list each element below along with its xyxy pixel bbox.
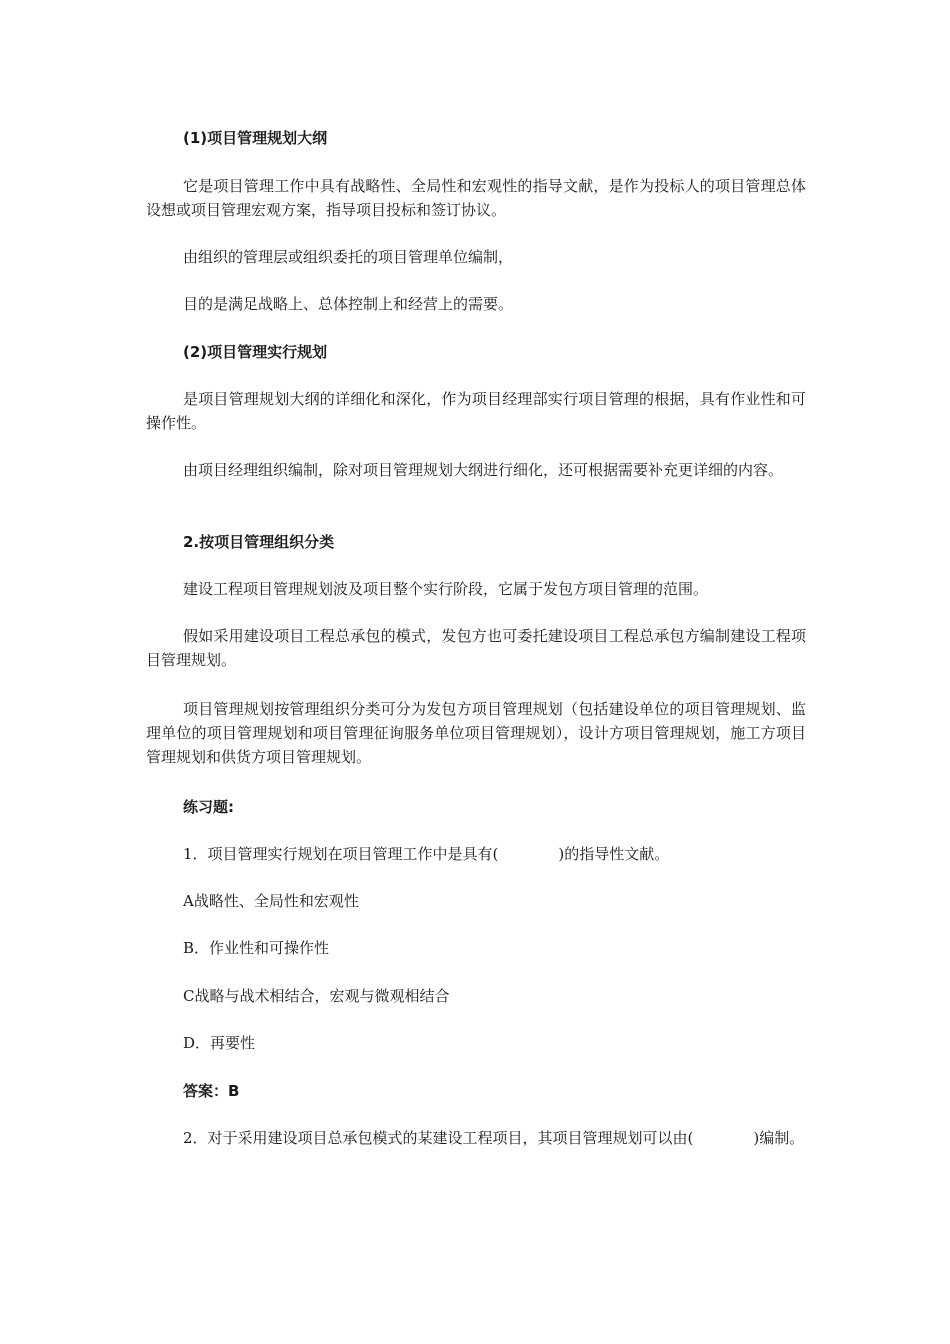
question-1-stem: 1．项目管理实行规划在项目管理工作中是具有( )的指导性文献。 <box>183 845 670 863</box>
exercises-heading: 练习题: <box>183 798 234 816</box>
outline-definition-paragraph: 它是项目管理工作中具有战略性、全局性和宏观性的指导文献，是作为投标人的项目管理总体设想或项目管理宏观方案，指导项目投标和签订协议。 <box>146 177 806 219</box>
organization-epc-paragraph: 假如采用建设项目工程总承包的模式，发包方也可委托建设项目工程总承包方编制建设工程项目管理规划。 <box>146 627 806 669</box>
question-1-answer: 答案：B <box>183 1082 240 1100</box>
outline-author-paragraph: 由组织的管理层或组织委托的项目管理单位编制， <box>183 248 514 266</box>
section-heading-implementation: (2)项目管理实行规划 <box>183 343 328 361</box>
outline-purpose-paragraph: 目的是满足战略上、总体控制上和经营上的需要。 <box>183 295 514 313</box>
question-1-option-b: B．作业性和可操作性 <box>183 939 330 957</box>
implementation-definition-paragraph: 是项目管理规划大纲的详细化和深化，作为项目经理部实行项目管理的根据，具有作业性和可操作性。 <box>146 390 806 432</box>
organization-classification-paragraph: 项目管理规划按管理组织分类可分为发包方项目管理规划（包括建设单位的项目管理规划、监理单位的项目管理规划和项目管理征询服务单位项目管理规划），设计方项目管理规划，施工方项目管理规划和供货方项目管理规划。 <box>146 700 806 766</box>
question-2-stem: 2．对于采用建设项目总承包模式的某建设工程项目，其项目管理规划可以由( )编制。 <box>183 1129 805 1147</box>
section-heading-organization: 2.按项目管理组织分类 <box>183 533 335 551</box>
section-heading-outline: (1)项目管理规划大纲 <box>183 129 328 147</box>
question-1-option-d: D．再要性 <box>183 1034 256 1052</box>
question-1-option-c: C战略与战术相结合，宏观与微观相结合 <box>183 987 450 1005</box>
question-1-option-a: A战略性、全局性和宏观性 <box>183 892 359 910</box>
implementation-author-paragraph: 由项目经理组织编制，除对项目管理规划大纲进行细化，还可根据需要补充更详细的内容。 <box>183 461 784 479</box>
organization-scope-paragraph: 建设工程项目管理规划波及项目整个实行阶段，它属于发包方项目管理的范围。 <box>183 580 709 598</box>
